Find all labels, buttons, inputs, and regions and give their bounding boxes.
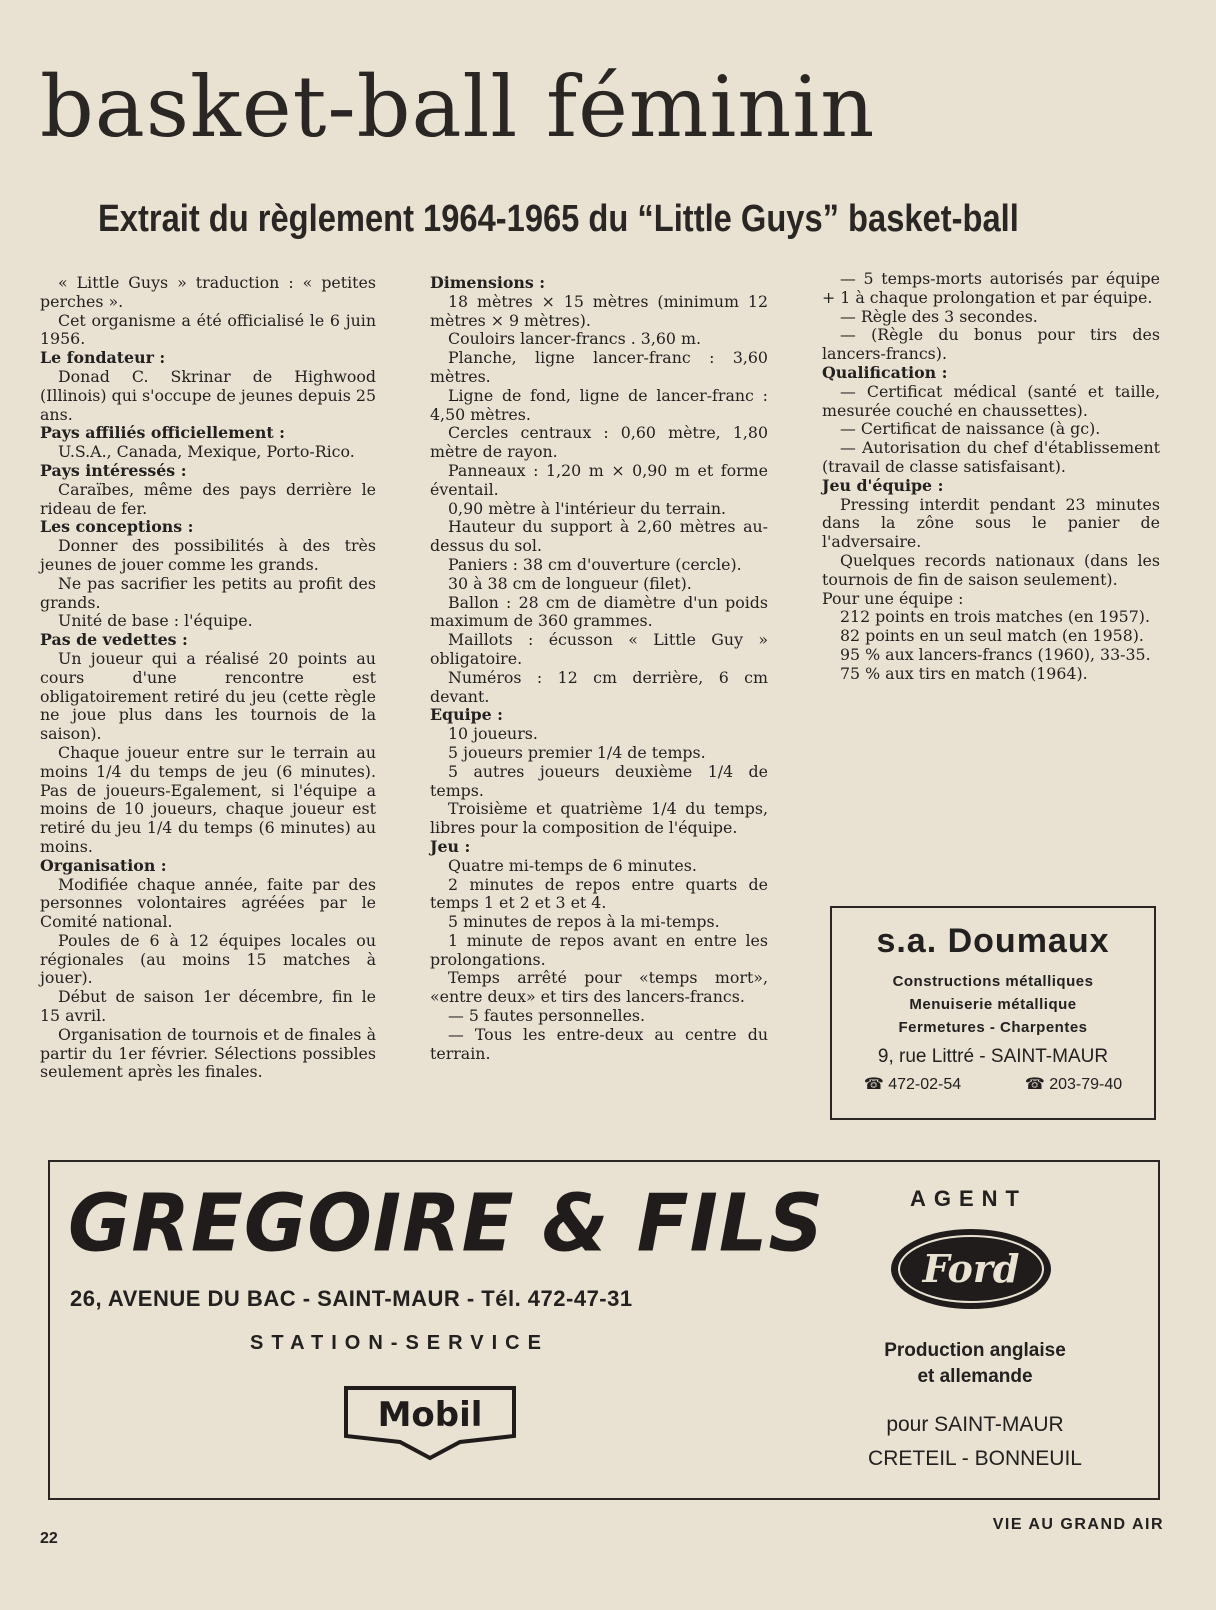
doumaux-address: 9, rue Littré - SAINT-MAUR	[877, 1046, 1109, 1067]
production-line-2: et allemande	[917, 1366, 1033, 1387]
paragraph: — Certificat de naissance (à gc).	[840, 419, 1101, 439]
doumaux-line-1: Constructions métalliques	[892, 973, 1094, 990]
page-title: basket-ball féminin	[40, 58, 876, 156]
paragraph: 82 points en un seul match (en 1958).	[840, 626, 1144, 646]
paragraph: 18 mètres × 15 mètres (minimum 12 mètres × 9 mètres).	[430, 291, 768, 330]
paragraph: Donner des possibilités à des très jeunes de jouer comme les grands.	[40, 536, 376, 574]
paragraph: Ligne de fond, ligne de lancer-franc : 4,50 mètres.	[430, 385, 768, 424]
paragraph: 212 points en trois matches (en 1957).	[840, 607, 1150, 627]
locations-line-1: pour SAINT-MAUR	[886, 1413, 1064, 1436]
section-heading: Jeu d'équipe :	[822, 475, 944, 495]
paragraph: 5 autres joueurs deuxième 1/4 de temps.	[430, 761, 768, 800]
mobil-logo-text: Mobil	[377, 1395, 483, 1435]
article-subtitle: Extrait du règlement 1964-1965 du “Little Guys” basket-ball	[98, 198, 1019, 240]
doumaux-phone-2	[1025, 1074, 1122, 1094]
gregoire-address: 26, AVENUE DU BAC - SAINT-MAUR - Tél. 472-47-31	[70, 1286, 633, 1311]
article-column-1	[40, 274, 376, 1082]
gregoire-advertisement	[48, 1160, 1160, 1500]
section-heading: Qualification :	[822, 362, 948, 382]
paragraph: — Autorisation du chef d'établissement (travail de classe satisfaisant).	[822, 438, 1160, 476]
gregoire-station: STATION-SERVICE	[250, 1332, 549, 1354]
page-number: 22	[40, 1530, 58, 1547]
paragraph: Planche, ligne lancer-franc : 3,60 mètres.	[430, 348, 768, 386]
doumaux-phone-1	[864, 1074, 961, 1094]
telephone-icon: ☎	[863, 1076, 889, 1093]
paragraph: 5 minutes de repos à la mi-temps.	[448, 912, 720, 932]
paragraph: Hauteur du support à 2,60 mètres au-dessus du sol.	[430, 517, 768, 556]
paragraph: Unité de base : l'équipe.	[58, 611, 253, 631]
article-column-2	[430, 274, 768, 1063]
paragraph: — Tous les entre-deux au centre du terrain.	[430, 1024, 768, 1063]
doumaux-advertisement	[830, 906, 1156, 1120]
paragraph: Un joueur qui a réalisé 20 points au cours d'une rencontre est obligatoirement retiré du jeu (cette règle ne joue plus dans les tournois de la saison).	[40, 648, 376, 744]
doumaux-phone-1-number: 472-02-54	[888, 1076, 962, 1093]
section-heading: Dimensions :	[430, 273, 546, 292]
paragraph: 1 minute de repos avant en entre les prolongations.	[430, 930, 768, 969]
paragraph: Pour une équipe :	[822, 588, 964, 608]
locations-line-2: CRETEIL - BONNEUIL	[868, 1447, 1082, 1470]
paragraph: Troisième et quatrième 1/4 du temps, libres pour la composition de l'équipe.	[430, 799, 768, 838]
paragraph: « Little Guys » traduction : « petites perches ».	[40, 273, 376, 311]
paragraph: — 5 fautes personnelles.	[448, 1006, 646, 1026]
paragraph: Ballon : 28 cm de diamètre d'un poids maximum de 360 grammes.	[430, 592, 768, 631]
paragraph: Début de saison 1er décembre, fin le 15 avril.	[40, 987, 376, 1026]
gregoire-name: GREGOIRE & FILS	[68, 1175, 825, 1270]
paragraph: Cet organisme a été officialisé le 6 juin 1956.	[40, 310, 376, 349]
paragraph: Maillots : écusson « Little Guy » obligatoire.	[430, 630, 768, 668]
paragraph: Numéros : 12 cm derrière, 6 cm devant.	[430, 667, 768, 706]
section-heading: Pas de vedettes :	[40, 630, 188, 650]
paragraph: Paniers : 38 cm d'ouverture (cercle).	[448, 554, 742, 574]
doumaux-phone-2-number: 203-79-40	[1049, 1076, 1123, 1093]
paragraph: Chaque joueur entre sur le terrain au moins 1/4 du temps de jeu (6 minutes). Pas de joueurs-Egalement, si l'équipe a moins de 10 joueurs, chaque joueur est retiré du jeu 1/4 du temps (6 minutes) au moins.	[40, 742, 376, 856]
section-heading: Jeu :	[430, 836, 471, 856]
ford-logo	[886, 1224, 1056, 1314]
section-heading: Equipe :	[430, 705, 503, 725]
paragraph: Modifiée chaque année, faite par des personnes volontaires agréées par le Comité national.	[40, 874, 376, 932]
section-heading: Pays intéressés :	[40, 460, 187, 480]
paragraph: Couloirs lancer-francs . 3,60 m.	[448, 329, 701, 349]
paragraph: 2 minutes de repos entre quarts de temps 1 et 2 et 3 et 4.	[430, 874, 768, 913]
section-heading: Organisation :	[40, 855, 167, 875]
paragraph: 30 à 38 cm de longueur (filet).	[448, 573, 692, 593]
paragraph: — Certificat médical (santé et taille, mesurée couché en chaussettes).	[822, 381, 1160, 420]
paragraph: Cercles centraux : 0,60 mètre, 1,80 mètre de rayon.	[430, 423, 768, 462]
locations-text	[840, 1408, 1110, 1476]
paragraph: 5 joueurs premier 1/4 de temps.	[448, 742, 706, 762]
paragraph: — Règle des 3 secondes.	[840, 306, 1038, 326]
production-line-1: Production anglaise	[884, 1340, 1066, 1361]
paragraph: Organisation de tournois et de finales à partir du 1er février. Sélections possibles seulement après les finales.	[40, 1024, 376, 1082]
paragraph: Temps arrêté pour «temps mort», «entre deux» et tirs des lancers-francs.	[430, 968, 768, 1007]
paragraph: — (Règle du bonus pour tirs des lancers-francs).	[822, 325, 1160, 364]
paragraph: Poules de 6 à 12 équipes locales ou régionales (au moins 15 matches à jouer).	[40, 930, 376, 988]
paragraph: Ne pas sacrifier les petits au profit des grands.	[40, 573, 376, 612]
doumaux-line-2: Menuiserie métallique	[909, 996, 1077, 1013]
ford-agent-label: AGENT	[910, 1186, 1027, 1211]
mobil-logo	[340, 1382, 520, 1462]
paragraph: Quelques records nationaux (dans les tournois de fin de saison seulement).	[822, 550, 1160, 589]
production-text	[850, 1338, 1100, 1390]
paragraph: U.S.A., Canada, Mexique, Porto-Rico.	[58, 442, 355, 462]
paragraph: 0,90 mètre à l'intérieur du terrain.	[448, 498, 727, 518]
doumaux-line-3: Fermetures - Charpentes	[898, 1019, 1088, 1036]
paragraph: Caraïbes, même des pays derrière le rideau de fer.	[40, 479, 376, 518]
paragraph: Quatre mi-temps de 6 minutes.	[448, 855, 697, 875]
doumaux-name: s.a. Doumaux	[876, 922, 1110, 960]
telephone-icon: ☎	[1024, 1076, 1050, 1093]
paragraph: 95 % aux lancers-francs (1960), 33-35.	[840, 644, 1151, 664]
article-column-3	[822, 270, 1160, 684]
section-heading: Les conceptions :	[40, 517, 194, 537]
ford-logo-text: Ford	[922, 1246, 1020, 1291]
paragraph: 75 % aux tirs en match (1964).	[840, 663, 1088, 683]
magazine-name: VIE AU GRAND AIR	[992, 1516, 1164, 1533]
section-heading: Le fondateur :	[40, 348, 166, 368]
section-heading: Pays affiliés officiellement :	[40, 423, 286, 443]
doumaux-phones	[832, 1074, 1154, 1094]
paragraph: — 5 temps-morts autorisés par équipe + 1 à chaque prolongation et par équipe.	[822, 269, 1160, 307]
paragraph: Pressing interdit pendant 23 minutes dans la zône sous le panier de l'adversaire.	[822, 494, 1160, 552]
paragraph: 10 joueurs.	[448, 724, 538, 744]
paragraph: Panneaux : 1,20 m × 0,90 m et forme éventail.	[430, 460, 768, 499]
paragraph: Donad C. Skrinar de Highwood (Illinois) qui s'occupe de jeunes depuis 25 ans.	[40, 366, 376, 424]
